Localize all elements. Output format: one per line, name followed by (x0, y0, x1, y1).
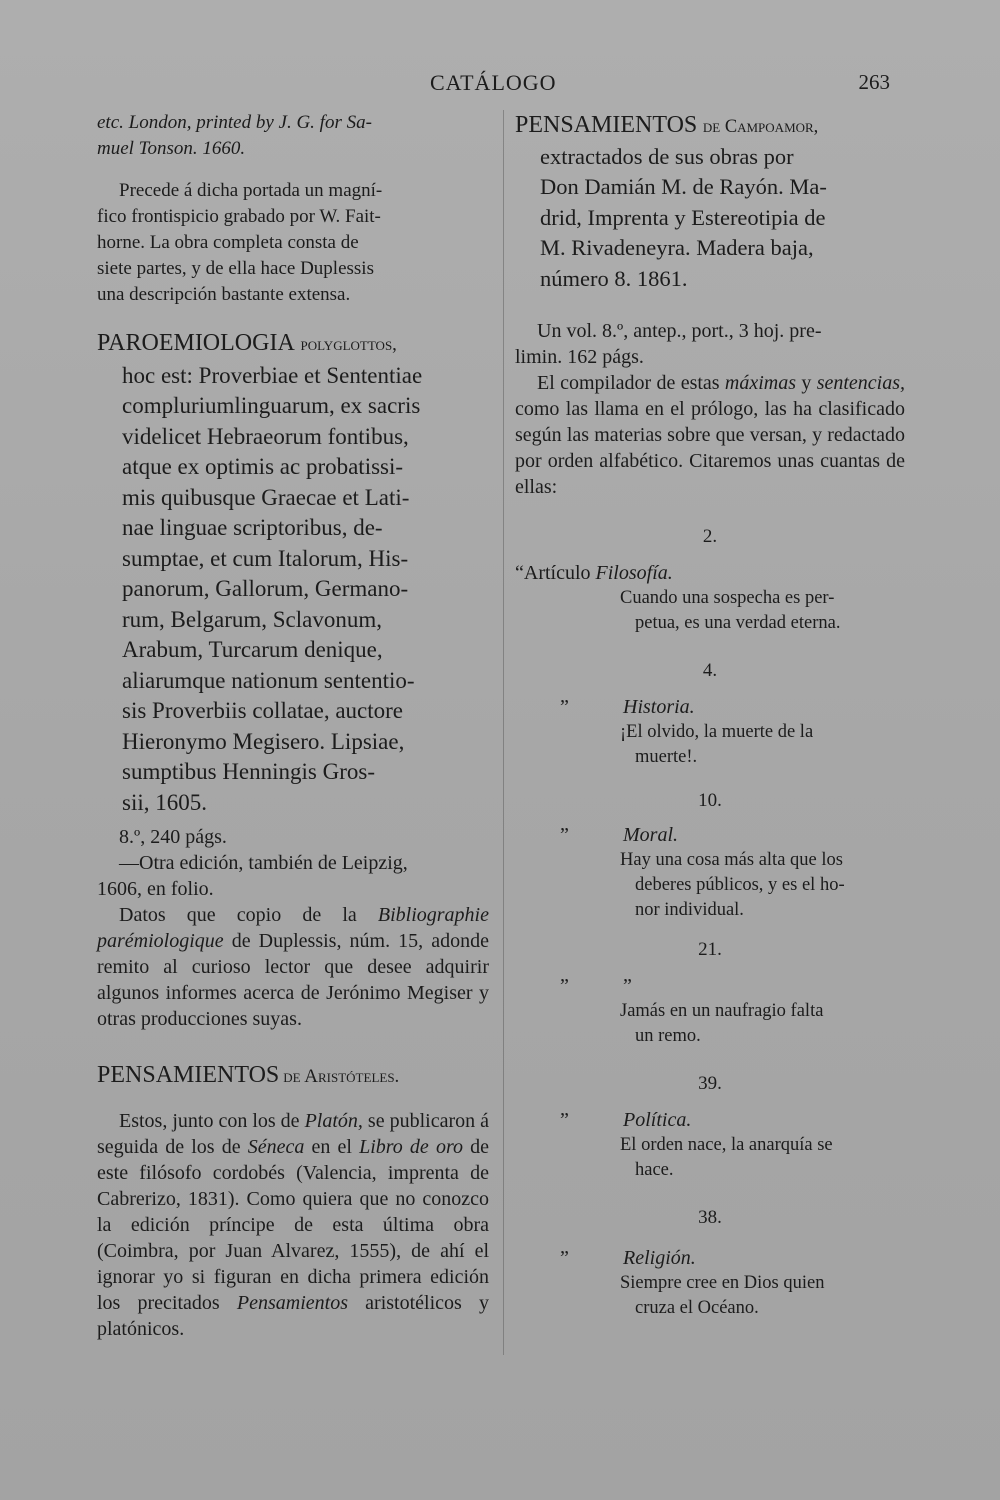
text-run: y (796, 372, 817, 394)
note-line: Precede á dicha portada un magní- (119, 180, 383, 201)
text-run: en el (304, 1136, 360, 1158)
maxim-rubric: Historia. (623, 696, 695, 718)
italic-word: sentencias, (816, 372, 905, 394)
maxim-rubric: Política. (623, 1109, 692, 1131)
italic-title: Bibliographie parémiologique (97, 904, 489, 952)
entry-line: panorum, Gallorum, Germano- (122, 576, 409, 601)
other-edition-line: —Otra edición, también de Leipzig, (119, 852, 408, 874)
continued-entry (97, 110, 489, 162)
entry-title: PENSAMIENTOS (515, 112, 698, 138)
entry-line: videlicet Hebraeorum fontibus, (122, 423, 409, 449)
entry-paroemiologia (97, 328, 489, 818)
text-run: Estos, junto con los de (119, 1110, 305, 1132)
ditto-mark: ” (560, 696, 569, 718)
maxim-rubric: Religión. (623, 1247, 696, 1269)
maxim-text: Cuando una sospecha es per- (620, 588, 835, 608)
entry-line: mis quibusque Graecae et Lati- (122, 484, 410, 510)
maxim-rubric: ” (623, 975, 632, 997)
ditto-mark: ” (560, 1109, 569, 1131)
maxim-number: 4. (702, 660, 718, 681)
entry-line: hoc est: Proverbiae et Sententiae (122, 362, 423, 388)
maxim-text: Hay una cosa más alta que los (620, 850, 843, 870)
entry-line: drid, Imprenta y Estereotipia de (540, 204, 826, 230)
maxim-item (515, 788, 905, 923)
text-run: El compilador de estas (537, 372, 725, 394)
maxim-rubric: Moral. (623, 824, 678, 846)
entry-title: PAROEMIOLOGIA (97, 330, 295, 356)
maxim-text: El orden nace, la anarquía se (620, 1135, 833, 1155)
continued-line-1: etc. London, printed by J. G. for Sa- (97, 112, 372, 133)
page-header (0, 68, 1000, 98)
maxim-text: petua, es una verdad eterna. (635, 613, 841, 633)
note-line: siete partes, y de ella hace Duplessis (97, 258, 374, 279)
italic-name: Platón, (304, 1110, 363, 1132)
note-line: una descripción bastante extensa. (97, 284, 351, 305)
other-edition-line: 1606, en folio. (97, 878, 214, 900)
entry-line: extractados de sus obras por (540, 143, 794, 169)
italic-word: máximas (724, 372, 797, 394)
source-note (97, 902, 489, 1032)
italic-title: Pensamientos (236, 1292, 348, 1314)
entry-title-smallcaps: de Campoamor, (702, 116, 819, 136)
ditto-mark: ” (560, 975, 569, 997)
format-line: limin. 162 págs. (515, 346, 644, 368)
entry-line: rum, Belgarum, Sclavonum, (122, 606, 382, 632)
entry-line: M. Rivadeneyra. Madera baja, (540, 235, 814, 260)
ditto-mark: ” (560, 824, 569, 846)
left-column (97, 110, 489, 1342)
other-edition (97, 850, 489, 902)
continued-line-2: muel Tonson. 1660. (97, 138, 246, 159)
page-number: 263 (858, 70, 890, 94)
campoamor-format (515, 318, 905, 370)
right-column (515, 110, 905, 1321)
maxim-text: ¡El olvido, la muerte de la (620, 722, 814, 742)
maxim-prefix: “Artículo (515, 562, 591, 584)
text-run: se publicaron á seguida de los de (97, 1110, 489, 1158)
maxim-text: Jamás en un naufragio falta (620, 1001, 824, 1021)
maxim-item (515, 524, 905, 636)
maxim-number: 10. (698, 790, 722, 811)
maxim-number: 39. (698, 1073, 722, 1094)
maxim-text: muerte!. (635, 747, 698, 767)
maxim-text: Siempre cree en Dios quien (620, 1273, 825, 1293)
maxim-text: nor individual. (635, 900, 744, 920)
entry-line: sumptae, et cum Italorum, His- (122, 545, 409, 571)
note-line: horne. La obra completa consta de (97, 232, 359, 253)
campoamor-note (515, 370, 905, 500)
text-run: de este filósofo cordobés (Valencia, imprenta de Cabrerizo, 1831). Como quiera que no conozco la edición príncipe de esta última obra (Coimbra, por Juan Alvarez, 1555), de ahí el ignorar yo si figuran en dicha primera edición los precitados (97, 1136, 489, 1314)
running-head: CATÁLOGO (430, 70, 557, 95)
maxim-rubric-line (515, 1107, 905, 1133)
note-line: fico frontispicio grabado por W. Fait- (97, 206, 381, 227)
maxim-rubric-line (515, 973, 905, 999)
text-run: como las llama en el prólogo, las ha clasificado según las materias sobre que versan, y redactado por orden alfabético. Citaremos unas cuantas de ellas: (515, 398, 905, 498)
maxim-rubric-line (515, 694, 905, 720)
text-run: aristotélicos y platónicos. (97, 1292, 490, 1340)
entry-line: número 8. 1861. (540, 265, 688, 291)
entry-line: aliarumque nationum sententio- (122, 667, 415, 693)
format-line: Un vol. 8.º, antep., port., 3 hoj. pre- (537, 320, 822, 342)
ditto-mark: ” (560, 1247, 569, 1269)
maxim-item (515, 937, 905, 1049)
entry-title-smallcaps: polyglottos, (300, 334, 397, 355)
entry-line: nae linguae scriptoribus, de- (122, 515, 383, 540)
entry-title: PENSAMIENTOS (97, 1062, 280, 1088)
maxim-number: 38. (698, 1207, 722, 1228)
frontispiece-note (97, 178, 489, 308)
maxim-rubric-line (515, 822, 905, 848)
entry-line: sumptibus Henningis Gros- (122, 759, 375, 784)
aristoteles-note (97, 1108, 489, 1342)
text-run: de Duplessis, núm. 15, adonde remito al curioso lector que desee adquirir algunos informes acerca de Jerónimo Megiser y otras producciones suyas. (97, 930, 489, 1030)
maxim-text: hace. (635, 1160, 674, 1180)
maxim-item (515, 1071, 905, 1183)
entry-title-smallcaps: de Aristóteles. (283, 1066, 400, 1087)
italic-name: Séneca (247, 1136, 305, 1158)
column-divider (503, 110, 504, 1355)
italic-title: Libro de oro (359, 1136, 463, 1158)
maxim-item (515, 1205, 905, 1321)
entry-line: sii, 1605. (122, 789, 207, 815)
entry-pensamientos-campoamor (515, 110, 905, 294)
entry-line: compluriumlinguarum, ex sacris (122, 393, 421, 418)
maxim-number: 21. (698, 939, 722, 960)
entry-line: Arabum, Turcarum denique, (122, 637, 383, 662)
entry-format: 8.º, 240 págs. (119, 826, 227, 848)
entry-line: atque ex optimis ac probatissi- (122, 454, 404, 479)
maxim-rubric: Filosofía. (595, 562, 673, 584)
maxim-rubric-line (515, 560, 905, 586)
maxim-number: 2. (702, 526, 718, 547)
maxim-item (515, 658, 905, 770)
maxim-text: cruza el Océano. (635, 1298, 759, 1318)
maxim-rubric-line (515, 1245, 905, 1271)
maxim-text: un remo. (635, 1026, 701, 1046)
text-run: Datos que copio de la (119, 904, 378, 926)
entry-line: sis Proverbiis collatae, auctore (122, 698, 404, 723)
entry-line: Hieronymo Megisero. Lipsiae, (122, 728, 405, 754)
maxim-text: deberes públicos, y es el ho- (635, 875, 845, 895)
entry-pensamientos-aristoteles (97, 1060, 489, 1090)
entry-line: Don Damián M. de Rayón. Ma- (540, 174, 827, 199)
